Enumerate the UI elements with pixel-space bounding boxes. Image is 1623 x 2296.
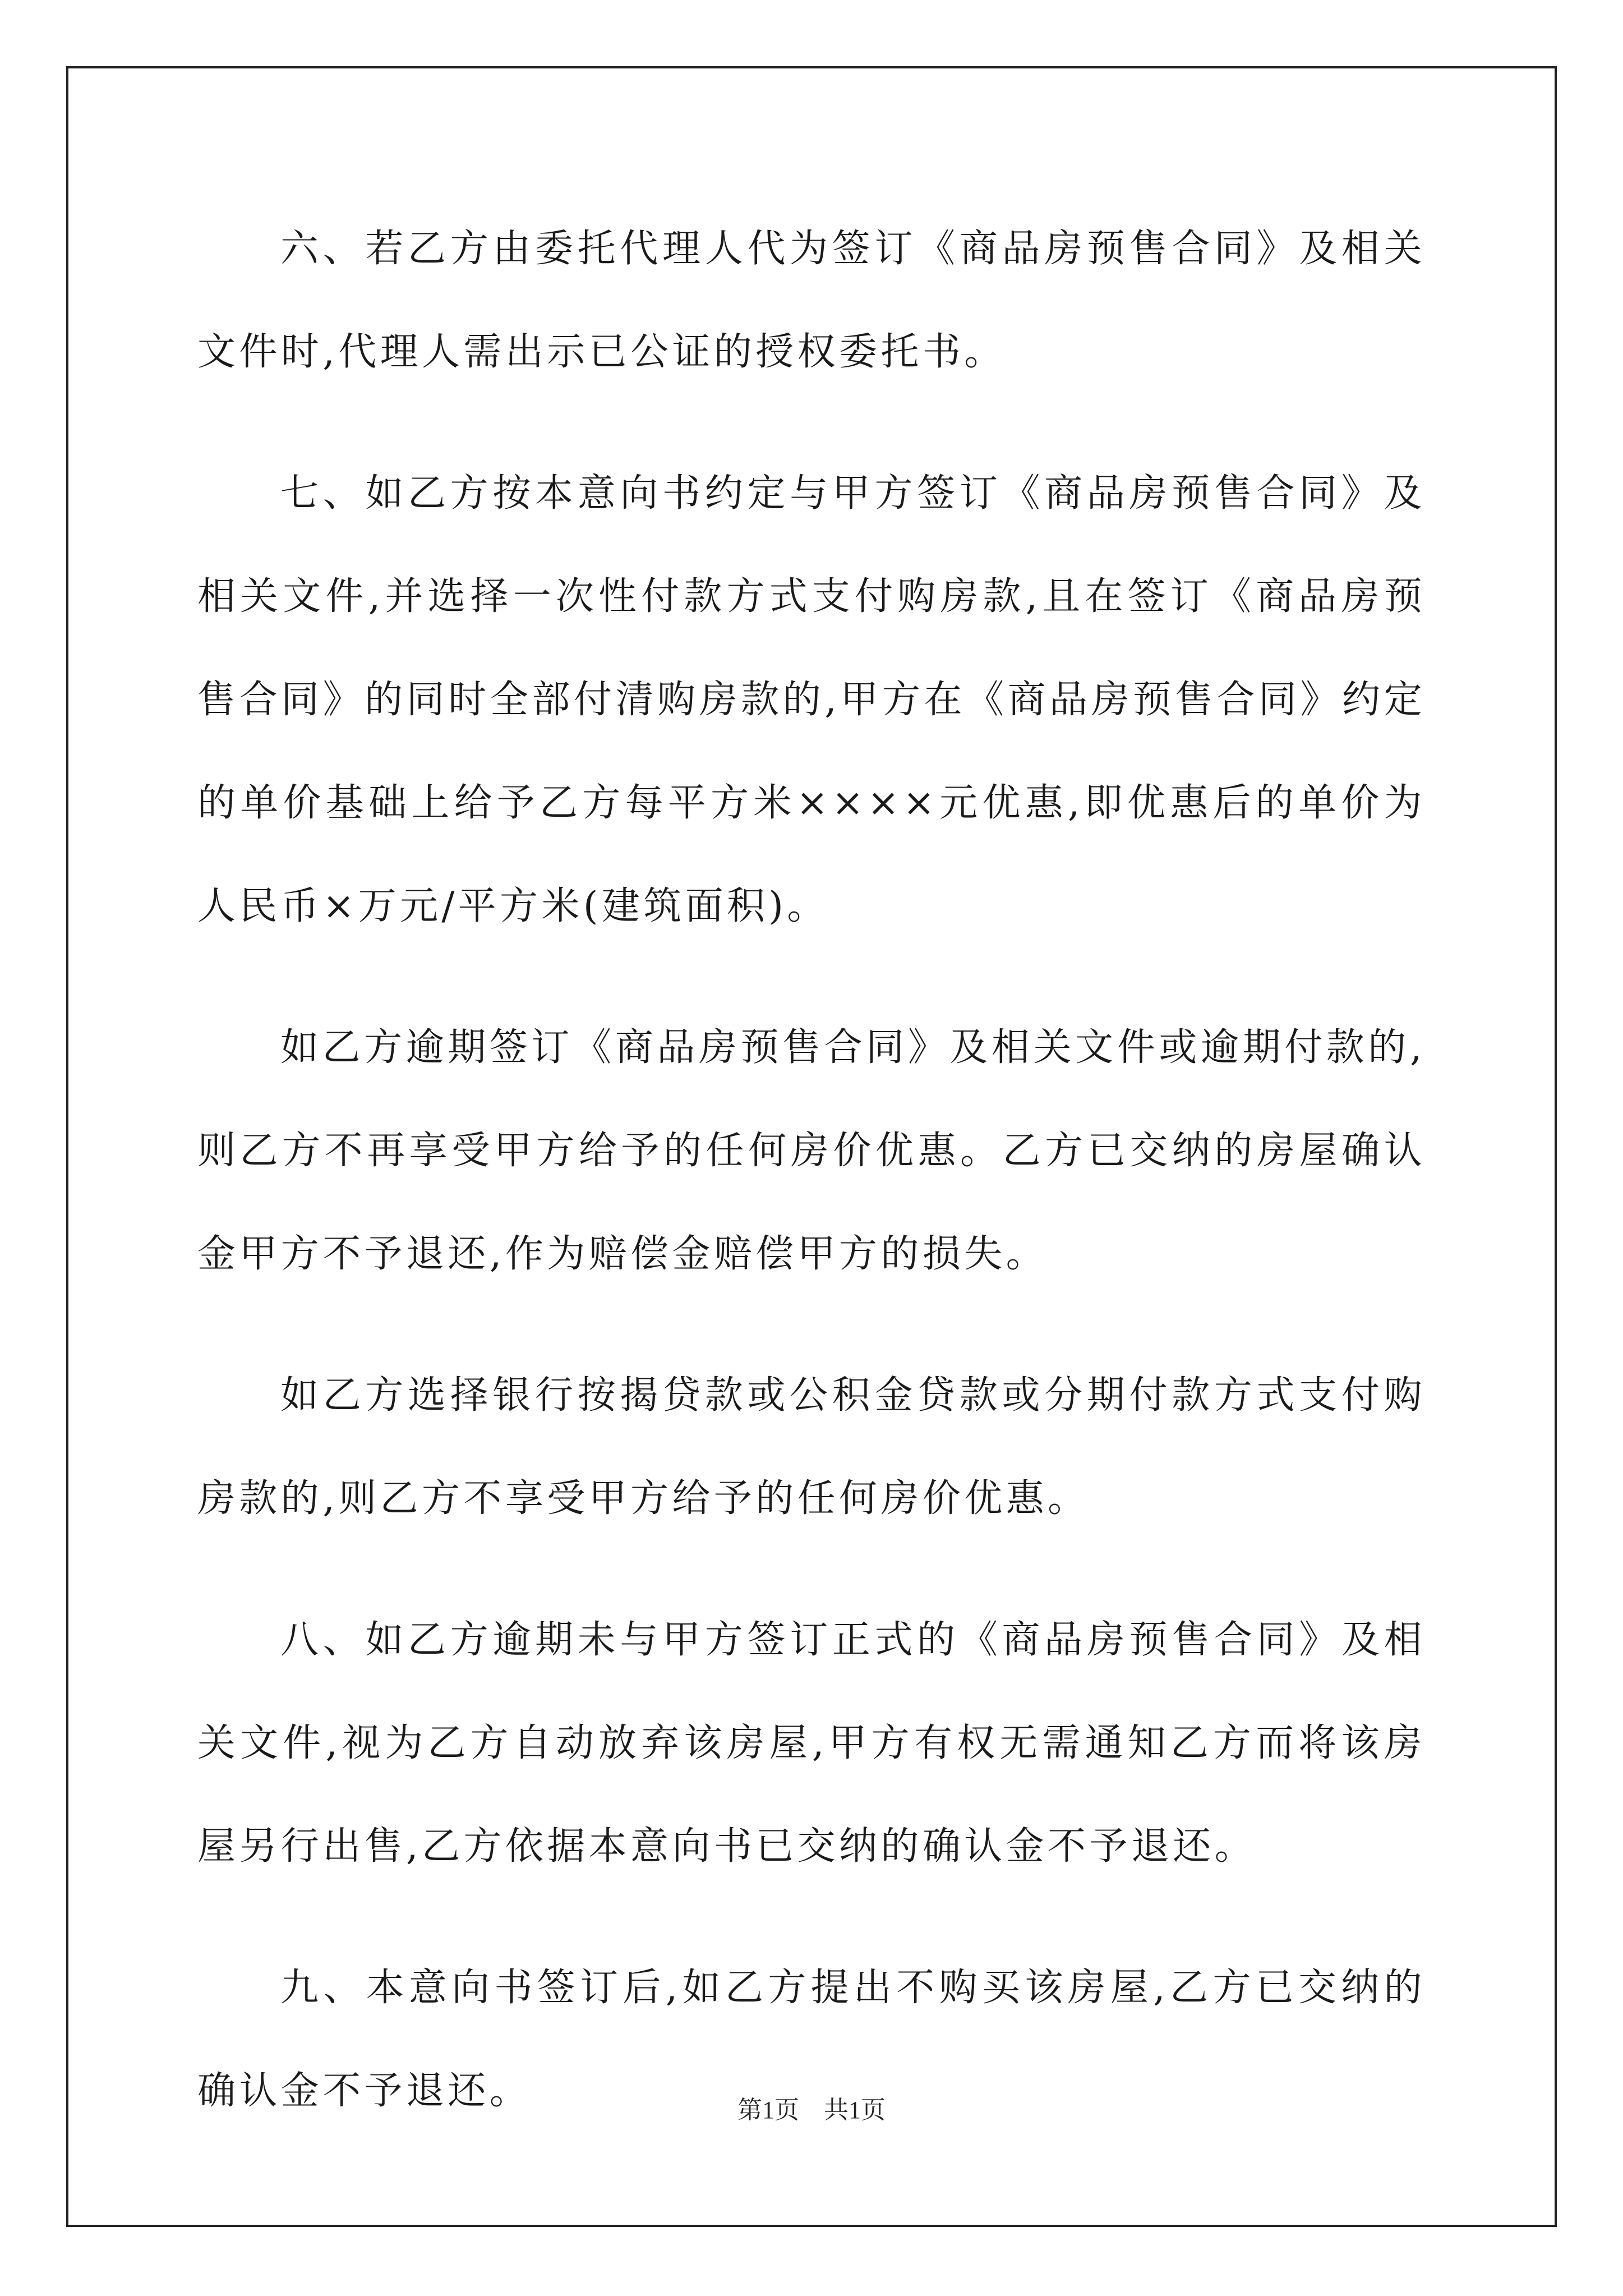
page-footer [0, 2093, 1623, 2127]
paragraph-loan-payment: 如乙方选择银行按揭贷款或公积金贷款或分期付款方式支付购房款的,则乙方不享受甲方给予的任何房价优惠。 [197, 1373, 1426, 1521]
page-number-current: 第1页 [737, 2096, 799, 2124]
document-body [197, 197, 1426, 2181]
paragraph-clause-9: 九、本意向书签订后,如乙方提出不购买该房屋,乙方已交纳的确认金不予退还。 [197, 1966, 1426, 2113]
paragraph-clause-6: 六、若乙方由委托代理人代为签订《商品房预售合同》及相关文件时,代理人需出示已公证的授权委托书。 [197, 227, 1426, 374]
paragraph-clause-7: 七、如乙方按本意向书约定与甲方签订《商品房预售合同》及相关文件,并选择一次性付款方式支付购房款,且在签订《商品房预售合同》的同时全部付清购房款的,甲方在《商品房预售合同》约定的单价基础上给予乙方每平方米××××元优惠,即优惠后的单价为人民币×万元/平方米(建筑面积)。 [197, 471, 1426, 928]
paragraph-late-signing: 如乙方逾期签订《商品房预售合同》及相关文件或逾期付款的,则乙方不再享受甲方给予的任何房价优惠。乙方已交纳的房屋确认金甲方不予退还,作为赔偿金赔偿甲方的损失。 [197, 1025, 1426, 1276]
paragraph-clause-8: 八、如乙方逾期未与甲方签订正式的《商品房预售合同》及相关文件,视为乙方自动放弃该房屋,甲方有权无需通知乙方而将该房屋另行出售,乙方依据本意向书已交纳的确认金不予退还。 [197, 1618, 1426, 1869]
page-number-total: 共1页 [824, 2096, 886, 2124]
